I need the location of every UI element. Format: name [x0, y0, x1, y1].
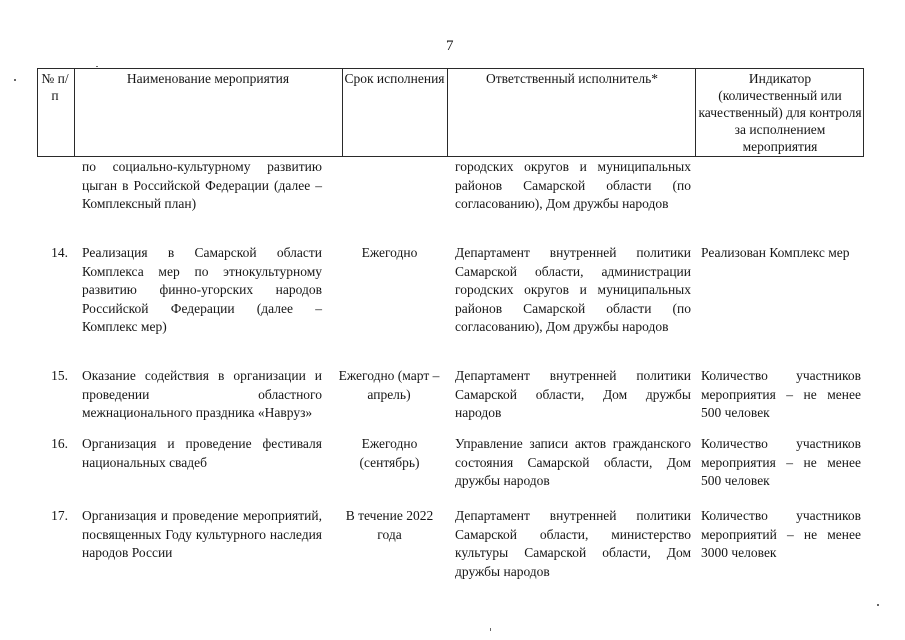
header-term: Срок исполнения [344, 71, 445, 86]
scan-speck [877, 604, 879, 606]
row-term: Ежегодно (сентябрь) [359, 436, 420, 470]
header-border-left [37, 68, 38, 157]
row-responsible: Департамент внутренней политики Самарской области, администрации городских округов и муниципальных районов Самарской области (по согласованию), Дом дружбы народов [455, 245, 691, 334]
header-divider-4 [695, 68, 696, 157]
row-indicator: Количество участников мероприятий – не менее 3000 человек [701, 508, 861, 560]
header-top-rule [37, 68, 864, 69]
row-indicator: Количество участников мероприятия – не менее 500 человек [701, 436, 861, 488]
row-num: 16. [51, 436, 68, 451]
row-name: Оказание содействия в организации и проведении областного межнационального праздника «Навруз» [82, 368, 322, 420]
scan-speck [490, 628, 491, 631]
scan-speck [14, 79, 16, 81]
continuation-responsible: городских округов и муниципальных районов Самарской области (по согласованию), Дом дружбы народов [455, 159, 691, 211]
page-number: 7 [446, 38, 454, 54]
row-num: 14. [51, 245, 68, 260]
header-responsible: Ответственный исполнитель* [485, 71, 659, 86]
header-divider-2 [342, 68, 343, 157]
row-term: Ежегодно (март – апрель) [338, 368, 440, 402]
row-term: Ежегодно [361, 245, 418, 260]
header-divider-1 [74, 68, 75, 157]
scan-speck [96, 66, 98, 67]
header-indicator: Индикатор (количественный или качественный) для контроля за исполнением мероприятия [698, 71, 862, 154]
header-num: № п/п [41, 71, 69, 103]
row-name: Реализация в Самарской области Комплекса мер по этнокультурному развитию финно-угорских народов Российской Федерации (далее – Комплекс мер) [82, 245, 322, 334]
header-bottom-rule [37, 156, 864, 157]
row-indicator: Реализован Комплекс мер [701, 245, 850, 260]
row-term: В течение 2022 года [345, 508, 434, 542]
row-indicator: Количество участников мероприятия – не менее 500 человек [701, 368, 861, 420]
header-divider-3 [447, 68, 448, 157]
header-name: Наименование мероприятия [126, 71, 290, 86]
row-num: 17. [51, 508, 68, 523]
row-name: Организация и проведение фестиваля национальных свадеб [82, 436, 322, 470]
continuation-name: по социально-культурному развитию цыган в Российской Федерации (далее – Комплексный план) [82, 159, 322, 211]
row-responsible: Департамент внутренней политики Самарской области, Дом дружбы народов [455, 368, 691, 420]
row-num: 15. [51, 368, 68, 383]
header-border-right [863, 68, 864, 157]
row-name: Организация и проведение мероприятий, посвященных Году культурного наследия народов России [82, 508, 322, 560]
row-responsible: Департамент внутренней политики Самарской области, министерство культуры Самарской области, Дом дружбы народов [455, 508, 691, 579]
row-responsible: Управление записи актов гражданского состояния Самарской области, Дом дружбы народов [455, 436, 691, 488]
